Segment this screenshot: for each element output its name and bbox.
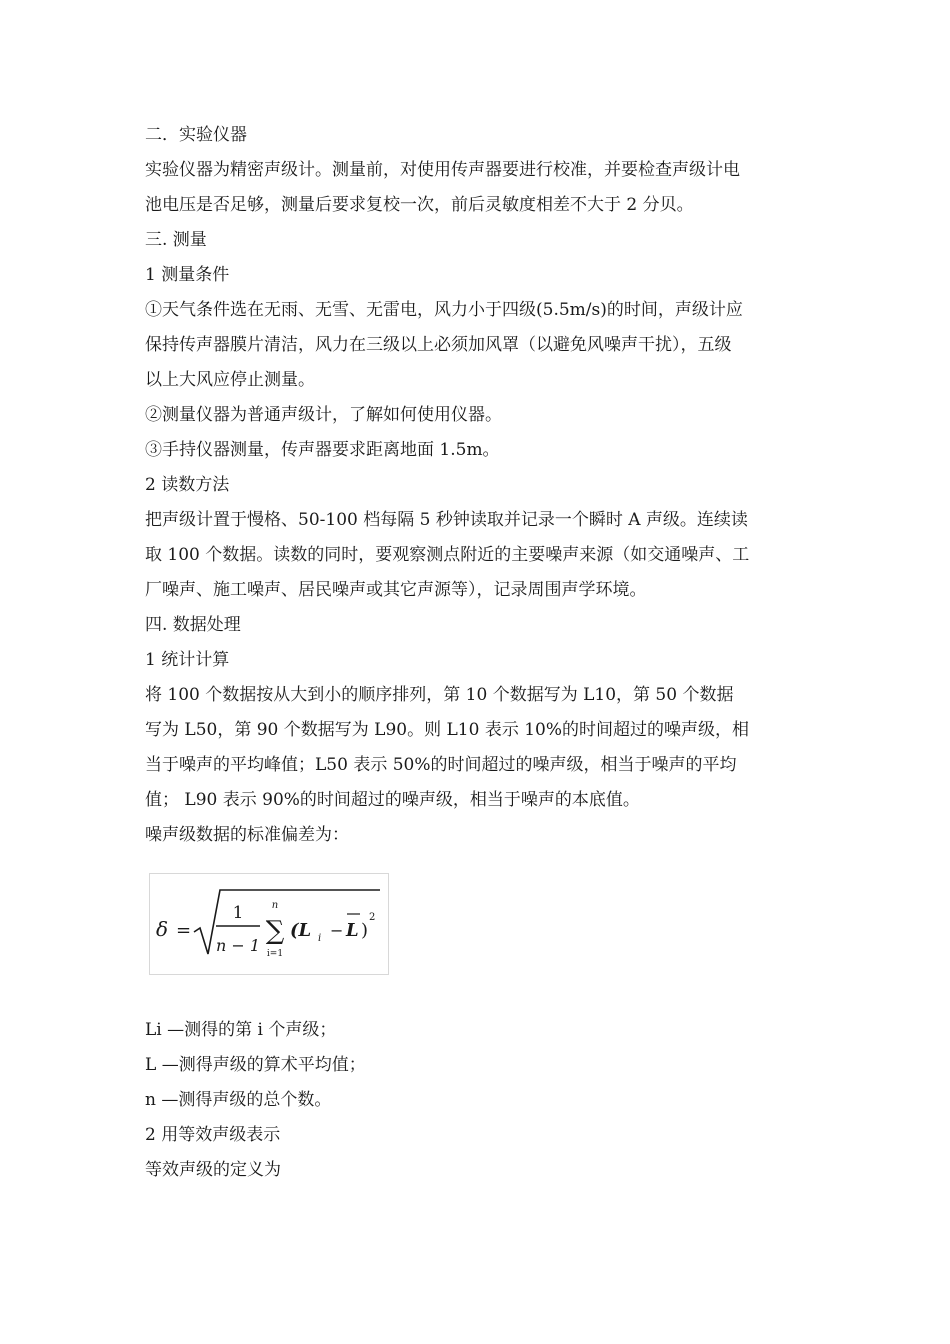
formula-denominator: n − 1 bbox=[215, 936, 261, 955]
measurement-condition-line: 保持传声器膜片清洁，风力在三级以上必须加风罩（以避免风噪声干扰），五级 bbox=[145, 335, 732, 355]
section2-heading: 二．实验仪器 bbox=[145, 125, 247, 145]
section3-heading: 三. 测量 bbox=[145, 230, 207, 250]
formula-subscript-i: i bbox=[318, 933, 322, 944]
reading-method-line: 取 100 个数据。读数的同时，要观察测点附近的主要噪声来源（如交通噪声、工 bbox=[145, 545, 750, 565]
formula-equals: = bbox=[176, 920, 192, 941]
measurement-condition-line: 以上大风应停止测量。 bbox=[145, 370, 315, 390]
sum-upper-limit: n bbox=[271, 900, 279, 911]
reading-method-line: 厂噪声、施工噪声、居民噪声或其它声源等），记录周围声学环境。 bbox=[145, 580, 647, 600]
measurement-condition-line: ③手持仪器测量，传声器要求距离地面 1.5m。 bbox=[145, 440, 500, 460]
formula-exponent: 2 bbox=[369, 912, 376, 923]
definitions-block bbox=[145, 1013, 810, 1188]
definition-line: n —测得声级的总个数。 bbox=[145, 1090, 332, 1110]
section4-sub2-heading: 2 用等效声级表示 bbox=[145, 1125, 281, 1145]
equivalent-level-line: 等效声级的定义为 bbox=[145, 1160, 281, 1180]
sum-symbol: ∑ bbox=[265, 916, 285, 946]
formula-graphic bbox=[150, 874, 388, 974]
section4-sub1-heading: 1 统计计算 bbox=[145, 650, 230, 670]
statistics-line: 当于噪声的平均峰值；L50 表示 50%的时间超过的噪声级，相当于噪声的平均 bbox=[145, 755, 737, 775]
statistics-line: 将 100 个数据按从大到小的顺序排列，第 10 个数据写为 L10，第 50 个数据 bbox=[145, 685, 734, 705]
measurement-condition-line: ①天气条件选在无雨、无雪、无雷电，风力小于四级(5.5m/s)的时间，声级计应 bbox=[145, 300, 743, 320]
section4-heading: 四. 数据处理 bbox=[145, 615, 241, 635]
formula-lbar: L bbox=[346, 920, 359, 941]
statistics-line: 写为 L50，第 90 个数据写为 L90。则 L10 表示 10%的时间超过的噪声级，相 bbox=[145, 720, 750, 740]
std-deviation-formula bbox=[149, 873, 389, 975]
section3-sub2-heading: 2 读数方法 bbox=[145, 475, 230, 495]
formula-delta: δ bbox=[156, 917, 169, 941]
main-text-block bbox=[145, 118, 810, 853]
formula-numerator: 1 bbox=[232, 903, 244, 923]
definition-line: Li —测得的第 i 个声级； bbox=[145, 1020, 337, 1040]
section3-sub1-heading: 1 测量条件 bbox=[145, 265, 230, 285]
formula-minus: − bbox=[330, 921, 344, 940]
std-dev-intro: 噪声级数据的标准偏差为： bbox=[145, 825, 349, 845]
section2-para-line: 实验仪器为精密声级计。测量前，对使用传声器要进行校准，并要检查声级计电 bbox=[145, 160, 740, 180]
sum-lower-limit: i=1 bbox=[266, 949, 284, 959]
measurement-condition-line: ②测量仪器为普通声级计，了解如何使用仪器。 bbox=[145, 405, 502, 425]
formula-close-paren: ) bbox=[361, 920, 369, 941]
section2-para-line: 池电压是否足够，测量后要求复校一次，前后灵敏度相差不大于 2 分贝。 bbox=[145, 195, 694, 215]
reading-method-line: 把声级计置于慢格、50-100 档每隔 5 秒钟读取并记录一个瞬时 A 声级。连续读 bbox=[145, 510, 748, 530]
formula-body-li: (L bbox=[290, 920, 312, 941]
statistics-line: 值； L90 表示 90%的时间超过的噪声级，相当于噪声的本底值。 bbox=[145, 790, 640, 810]
definition-line: L —测得声级的算术平均值； bbox=[145, 1055, 366, 1075]
